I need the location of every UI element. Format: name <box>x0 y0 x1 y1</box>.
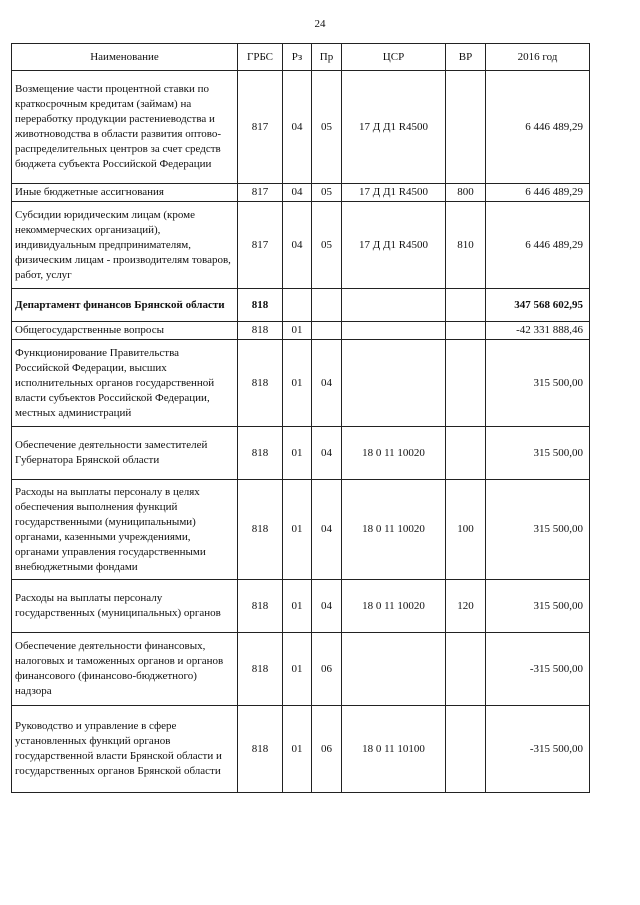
cell-pr: 04 <box>312 480 342 580</box>
table-header-row <box>12 44 590 71</box>
page-number: 24 <box>314 18 326 30</box>
cell-vr <box>446 289 486 322</box>
cell-name: Обеспечение деятельности финансовых, налоговых и таможенных органов и органов финансового (финансово-бюджетного) надзора <box>12 633 238 706</box>
cell-grbs: 817 <box>238 71 283 184</box>
cell-rz <box>283 289 312 322</box>
cell-pr: 05 <box>312 71 342 184</box>
cell-csr: 17 Д Д1 R4500 <box>342 71 446 184</box>
cell-grbs: 818 <box>238 427 283 480</box>
cell-csr: 17 Д Д1 R4500 <box>342 184 446 202</box>
cell-csr <box>342 322 446 340</box>
cell-csr: 18 0 11 10100 <box>342 706 446 793</box>
table-row <box>12 289 590 322</box>
cell-name: Иные бюджетные ассигнования <box>12 184 238 202</box>
header-vr: ВР <box>446 44 486 71</box>
cell-name: Расходы на выплаты персоналу государственных (муниципальных) органов <box>12 580 238 633</box>
cell-amount: 347 568 602,95 <box>486 289 590 322</box>
cell-vr: 120 <box>446 580 486 633</box>
table-row <box>12 427 590 480</box>
cell-grbs: 818 <box>238 580 283 633</box>
cell-name: Обеспечение деятельности заместителей Губернатора Брянской области <box>12 427 238 480</box>
cell-rz: 01 <box>283 340 312 427</box>
cell-amount: 6 446 489,29 <box>486 71 590 184</box>
budget-table <box>11 43 590 793</box>
table-row <box>12 184 590 202</box>
cell-amount: 6 446 489,29 <box>486 184 590 202</box>
cell-csr <box>342 340 446 427</box>
cell-grbs: 818 <box>238 289 283 322</box>
table-row <box>12 322 590 340</box>
cell-vr: 810 <box>446 202 486 289</box>
cell-csr <box>342 633 446 706</box>
cell-rz: 01 <box>283 633 312 706</box>
cell-name: Субсидии юридическим лицам (кроме некоммерческих организаций), индивидуальным предпринимателям, физическим лицам - производителям товаров, работ, услуг <box>12 202 238 289</box>
cell-rz: 01 <box>283 580 312 633</box>
cell-rz: 01 <box>283 706 312 793</box>
cell-vr: 100 <box>446 480 486 580</box>
cell-pr: 04 <box>312 340 342 427</box>
cell-name: Расходы на выплаты персоналу в целях обеспечения выполнения функций государственными (муниципальными) органами, казенными учреждениями, органами управления государственными внебюджетными фондами <box>12 480 238 580</box>
cell-amount: 315 500,00 <box>486 480 590 580</box>
cell-grbs: 818 <box>238 480 283 580</box>
cell-amount: -42 331 888,46 <box>486 322 590 340</box>
cell-vr: 800 <box>446 184 486 202</box>
header-rz: Рз <box>283 44 312 71</box>
cell-csr: 18 0 11 10020 <box>342 427 446 480</box>
cell-name: Функционирование Правительства Российской Федерации, высших исполнительных органов государственной власти субъектов Российской Федерации, местных администраций <box>12 340 238 427</box>
table-row <box>12 340 590 427</box>
cell-pr <box>312 322 342 340</box>
cell-rz: 04 <box>283 202 312 289</box>
cell-amount: 315 500,00 <box>486 427 590 480</box>
cell-vr <box>446 322 486 340</box>
cell-grbs: 818 <box>238 340 283 427</box>
table-row <box>12 706 590 793</box>
cell-csr <box>342 289 446 322</box>
cell-amount: -315 500,00 <box>486 706 590 793</box>
table-row <box>12 71 590 184</box>
cell-rz: 01 <box>283 427 312 480</box>
cell-vr <box>446 633 486 706</box>
header-pr: Пр <box>312 44 342 71</box>
cell-pr <box>312 289 342 322</box>
cell-vr <box>446 71 486 184</box>
table-row <box>12 633 590 706</box>
cell-name: Общегосударственные вопросы <box>12 322 238 340</box>
cell-pr: 04 <box>312 580 342 633</box>
header-year: 2016 год <box>486 44 590 71</box>
cell-grbs: 817 <box>238 202 283 289</box>
cell-csr: 17 Д Д1 R4500 <box>342 202 446 289</box>
header-csr: ЦСР <box>342 44 446 71</box>
cell-name: Возмещение части процентной ставки по краткосрочным кредитам (займам) на переработку продукции растениеводства и животноводства в области развития оптово-распределительных центров за счет средств бюджета субъекта Российской Федерации <box>12 71 238 184</box>
header-grbs: ГРБС <box>238 44 283 71</box>
cell-pr: 05 <box>312 184 342 202</box>
cell-pr: 06 <box>312 633 342 706</box>
cell-rz: 04 <box>283 184 312 202</box>
cell-rz: 01 <box>283 322 312 340</box>
cell-csr: 18 0 11 10020 <box>342 580 446 633</box>
header-name: Наименование <box>12 44 238 71</box>
table-row <box>12 202 590 289</box>
cell-amount: 315 500,00 <box>486 580 590 633</box>
cell-pr: 06 <box>312 706 342 793</box>
cell-pr: 05 <box>312 202 342 289</box>
cell-grbs: 818 <box>238 322 283 340</box>
cell-rz: 01 <box>283 480 312 580</box>
cell-vr <box>446 427 486 480</box>
cell-name: Департамент финансов Брянской области <box>12 289 238 322</box>
cell-grbs: 818 <box>238 633 283 706</box>
table-row <box>12 580 590 633</box>
cell-grbs: 817 <box>238 184 283 202</box>
cell-grbs: 818 <box>238 706 283 793</box>
cell-amount: -315 500,00 <box>486 633 590 706</box>
cell-vr <box>446 340 486 427</box>
cell-vr <box>446 706 486 793</box>
cell-csr: 18 0 11 10020 <box>342 480 446 580</box>
table-row <box>12 480 590 580</box>
cell-amount: 315 500,00 <box>486 340 590 427</box>
cell-rz: 04 <box>283 71 312 184</box>
cell-amount: 6 446 489,29 <box>486 202 590 289</box>
cell-name: Руководство и управление в сфере установленных функций органов государственной власти Брянской области и государственных органов Брянской области <box>12 706 238 793</box>
cell-pr: 04 <box>312 427 342 480</box>
